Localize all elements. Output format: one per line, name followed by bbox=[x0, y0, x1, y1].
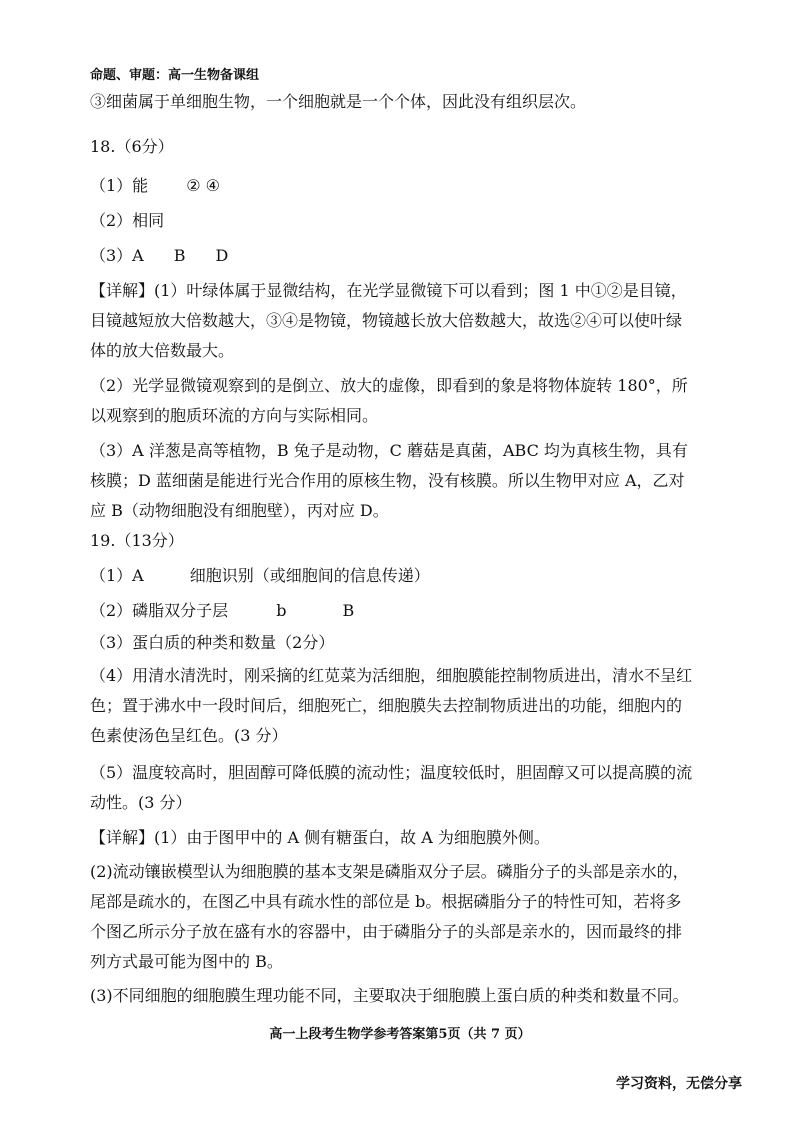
q19-detail-2-line-4: 列方式最可能为图中的 B。 bbox=[90, 952, 283, 971]
q19-answer-2 bbox=[90, 601, 354, 621]
q19-answer-5-line-1: （5）温度较高时，胆固醇可降低膜的流动性；温度较低时，胆固醇又可以提高膜的流 bbox=[90, 763, 693, 782]
q19-answer-2-value-B: B bbox=[342, 601, 355, 620]
q18-answer-3 bbox=[90, 246, 228, 266]
q18-detail-1-line-3: 体的放大倍数最大。 bbox=[90, 341, 235, 360]
page-footer: 高一上段考生物学参考答案第5页（共 7 页） bbox=[269, 1027, 531, 1042]
q19-detail-2-line-2: 尾部是疏水的，在图乙中具有疏水性的部位是 b。根据磷脂分子的特性可知，若将多 bbox=[90, 892, 682, 911]
q18-detail-3-line-3: 应 B（动物细胞没有细胞壁），丙对应 D。 bbox=[90, 501, 389, 520]
q19-answer-1 bbox=[90, 566, 430, 586]
q18-detail-2-line-2: 以观察到的胞质环流的方向与实际相同。 bbox=[90, 406, 379, 425]
q19-answer-3: （3）蛋白质的种类和数量（2分） bbox=[90, 633, 335, 652]
q19-answer-4-line-3: 色素使汤色呈红色。(3 分） bbox=[90, 726, 288, 745]
q19-answer-4-line-1: （4）用清水清洗时，刚采摘的红苋菜为活细胞，细胞膜能控制物质进出，清水不呈红 bbox=[90, 666, 693, 685]
q18-detail-1-line-1: 【详解】(1）叶绿体属于显微结构，在光学显微镜下可以看到；图 1 中①②是目镜， bbox=[90, 281, 687, 300]
q19-answer-4-line-2: 色；置于沸水中一段时间后，细胞死亡，细胞膜失去控制物质进出的功能，细胞内的 bbox=[90, 696, 683, 715]
q19-answer-2-value-b: b bbox=[276, 601, 287, 620]
author-line: 命题、审题：高一生物备课组 bbox=[90, 68, 260, 83]
q19-answer-2-label: （2）磷脂双分子层 bbox=[90, 601, 229, 620]
q18-detail-2-line-1: （2）光学显微镜观察到的是倒立、放大的虚像，即看到的象是将物体旋转 180°，所 bbox=[90, 376, 688, 395]
q19-detail-1: 【详解】(1）由于图甲中的 A 侧有糖蛋白，故 A 为细胞膜外侧。 bbox=[90, 828, 550, 847]
q18-answer-1-label: （1）能 bbox=[90, 176, 149, 195]
q19-answer-1-value: 细胞识别（或细胞间的信息传递） bbox=[189, 566, 430, 585]
q19-detail-3: (3)不同细胞的细胞膜生理功能不同，主要取决于细胞膜上蛋白质的种类和数量不同。 bbox=[90, 986, 689, 1005]
q18-title: 18.（6分） bbox=[90, 137, 174, 156]
watermark-text: 学习资料，无偿分享 bbox=[616, 1076, 742, 1092]
q18-answer-3-b: B bbox=[173, 246, 186, 265]
q18-detail-3-line-2: 核膜；D 蓝细菌是能进行光合作用的原核生物，没有核膜。所以生物甲对应 A，乙对 bbox=[90, 471, 685, 490]
q19-answer-5-line-2: 动性。(3 分） bbox=[90, 793, 192, 812]
q18-answer-1-value: ② ④ bbox=[186, 176, 220, 195]
q18-answer-3-a: （3）A bbox=[90, 246, 144, 265]
q19-detail-2-line-3: 个图乙所示分子放在盛有水的容器中，由于磷脂分子的头部是亲水的，因而最终的排 bbox=[90, 922, 683, 941]
q18-detail-1-line-2: 目镜越短放大倍数越大，③④是物镜，物镜越长放大倍数越大，故选②④可以使叶绿 bbox=[90, 311, 683, 330]
q18-answer-1 bbox=[90, 176, 220, 196]
q19-title: 19.（13分） bbox=[90, 531, 184, 550]
q18-detail-3-line-1: （3）A 洋葱是高等植物，B 兔子是动物，C 蘑菇是真菌，ABC 均为真核生物，具有 bbox=[90, 441, 688, 460]
q18-answer-2: （2）相同 bbox=[90, 211, 165, 230]
q19-detail-2-line-1: (2)流动镶嵌模型认为细胞膜的基本支架是磷脂双分子层。磷脂分子的头部是亲水的， bbox=[90, 862, 689, 881]
q17-tail-text: ③细菌属于单细胞生物，一个细胞就是一个个体，因此没有组织层次。 bbox=[90, 92, 587, 111]
q18-answer-3-c: D bbox=[215, 246, 229, 265]
q19-answer-1-label: （1）A bbox=[90, 566, 144, 585]
